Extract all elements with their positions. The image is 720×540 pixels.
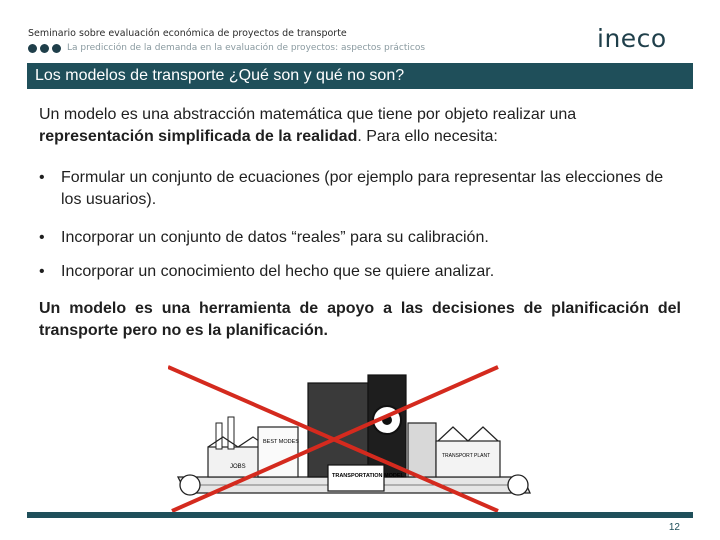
intro-text-1: Un modelo es una abstracción matemática que tiene por objeto realizar una <box>39 106 577 123</box>
bullet-icon: • <box>39 263 45 280</box>
header-dots-icon <box>28 44 61 53</box>
transport-model-illustration <box>168 365 538 513</box>
intro-text-2: . Para ello necesita: <box>357 128 498 145</box>
ineco-logo: ineco <box>597 24 667 53</box>
bullet-icon: • <box>39 229 45 246</box>
header-title: Seminario sobre evaluación económica de proyectos de transporte <box>28 28 347 39</box>
page-number: 12 <box>668 522 680 533</box>
bullet-icon: • <box>39 169 45 186</box>
slide-title: Los modelos de transporte ¿Qué son y qué no son? <box>35 67 405 84</box>
jobs-label: JOBS <box>230 464 246 470</box>
conclusion-text: Un modelo es una herramienta de apoyo a las decisiones de planificación del transporte pero no es la planificación. <box>39 300 681 339</box>
intro-paragraph <box>39 104 684 148</box>
transport-plant-label: TRANSPORT PLANT <box>442 453 491 459</box>
best-modes-label: BEST MODES <box>263 439 299 445</box>
bullet-text: Incorporar un conjunto de datos “reales” para su calibración. <box>61 229 489 246</box>
bullet-text: Formular un conjunto de ecuaciones (por ejemplo para representar las elecciones de los usuarios). <box>61 169 664 208</box>
transport-model-label: TRANSPORTATION MODEL <box>332 473 404 479</box>
header-subtitle: La predicción de la demanda en la evaluación de proyectos: aspectos prácticos <box>67 43 426 53</box>
title-bar <box>27 63 693 89</box>
bullet-text: Incorporar un conocimiento del hecho que se quiere analizar. <box>61 263 495 280</box>
footer-bar <box>27 512 693 518</box>
intro-text-bold: representación simplificada de la realidad <box>39 128 358 145</box>
